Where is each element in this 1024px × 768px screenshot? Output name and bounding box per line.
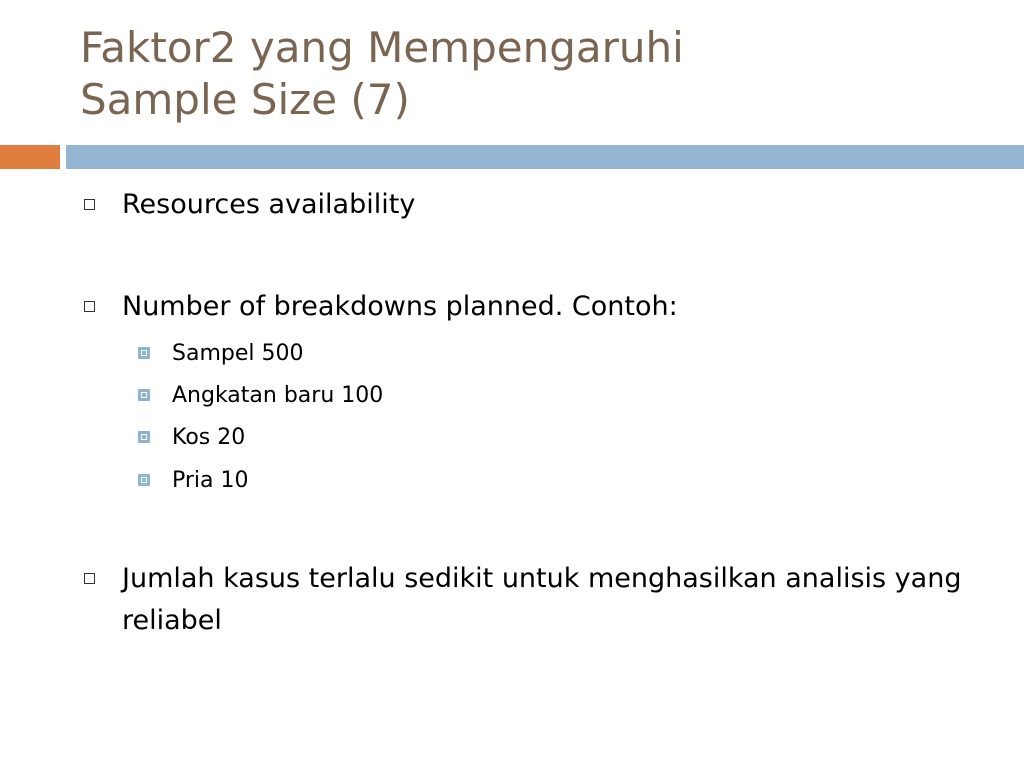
hollow-square-bullet-icon xyxy=(84,301,95,312)
bullet-text: Resources availability xyxy=(122,189,416,220)
sub-bullet-item xyxy=(172,381,972,411)
filled-square-bullet-icon xyxy=(138,389,150,401)
hollow-square-bullet-icon xyxy=(84,573,95,584)
bullet-item xyxy=(122,558,982,642)
sub-bullet-text: Pria 10 xyxy=(172,468,249,493)
bullet-text: Number of breakdowns planned. Contoh: xyxy=(122,291,678,322)
title-line-1: Faktor2 yang Mempengaruhi xyxy=(80,23,684,72)
bullet-item xyxy=(122,286,982,328)
sub-bullet-item xyxy=(172,423,972,453)
filled-square-bullet-icon xyxy=(138,431,150,443)
sub-bullet-text: Sampel 500 xyxy=(172,341,304,366)
accent-bar-blue xyxy=(66,145,1024,169)
sub-bullet-item xyxy=(172,466,972,496)
filled-square-bullet-icon xyxy=(138,474,150,486)
slide-title xyxy=(80,22,980,126)
hollow-square-bullet-icon xyxy=(84,199,95,210)
title-line-2: Sample Size (7) xyxy=(80,75,410,124)
filled-square-bullet-icon xyxy=(138,347,150,359)
sub-bullet-text: Angkatan baru 100 xyxy=(172,383,384,408)
sub-bullet-text: Kos 20 xyxy=(172,425,246,450)
bullet-item xyxy=(122,184,982,226)
bullet-text: Jumlah kasus terlalu sedikit untuk menghasilkan analisis yang reliabel xyxy=(122,563,962,636)
accent-bar-orange xyxy=(0,145,60,169)
sub-bullet-item xyxy=(172,339,972,369)
